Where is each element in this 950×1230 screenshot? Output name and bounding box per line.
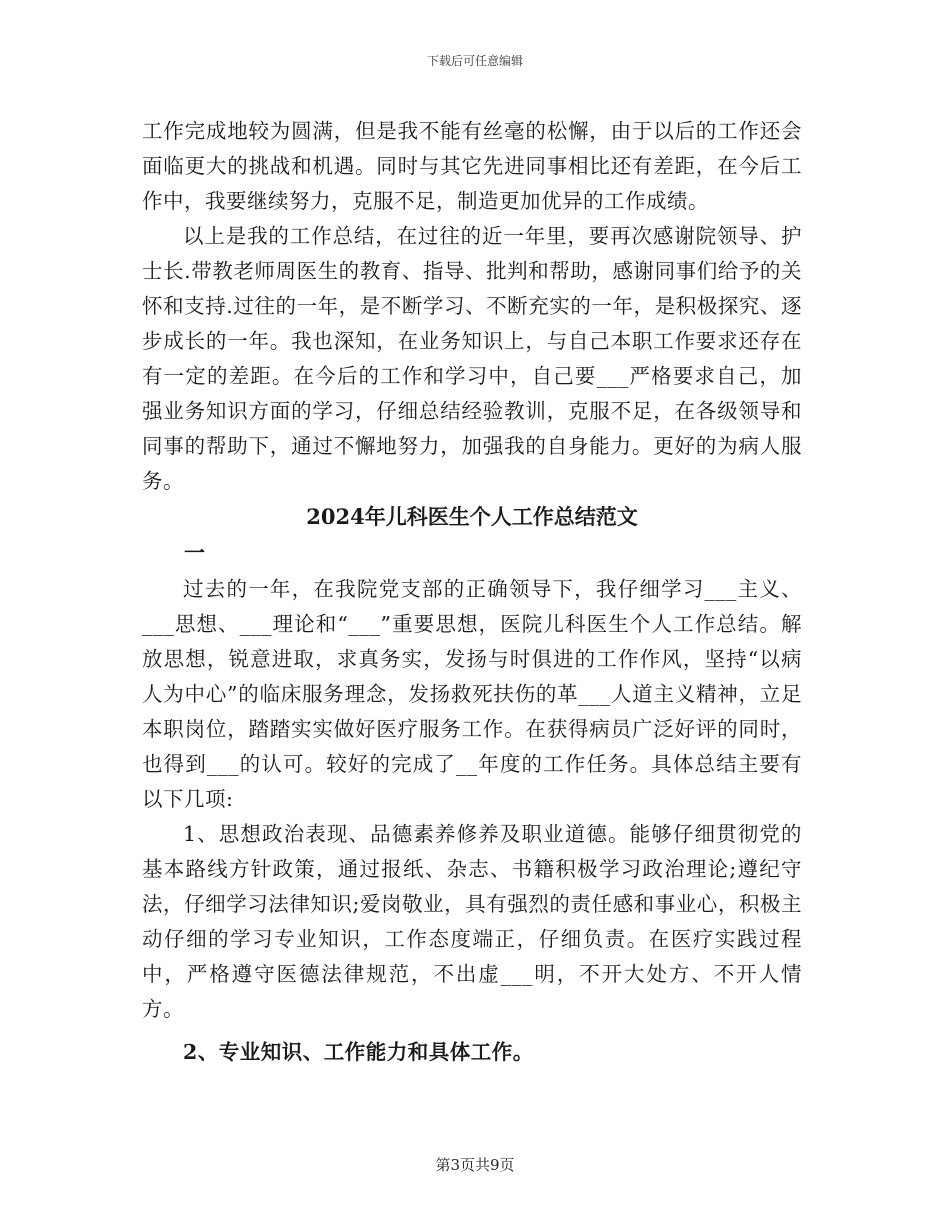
section-subhead: 一 [184,540,205,565]
paragraph-summary: 以上是我的工作总结，在过往的近一年里，要再次感谢院领导、护士长.带教老师周医生的教育、指导、批判和帮助，感谢同事们给予的关怀和支持.过往的一年，是不断学习、不断充实的一年，是积极探究、逐步成长的一年。我也深知，在业务知识上，与自己本职工作要求还存在有一定的差距。在今后的工作和学习中，自己要___严格要求自己，加强业务知识方面的学习，仔细总结经验教训，克服不足，在各级领导和同事的帮助下，通过不懈地努力，加强我的自身能力。更好的为病人服务。 [142,224,802,493]
section-title: 2024年儿科医生个人工作总结范文 [306,504,638,529]
document-body [142,114,802,1070]
paragraph-intro: 过去的一年，在我院党支部的正确领导下，我仔细学习___主义、___思想、___理论和“___”重要思想，医院儿科医生个人工作总结。解放思想，锐意进取，求真务实，发扬与时俱进的工作作风，坚持“以病人为中心”的临床服务理念，发扬救死扶伤的革___人道主义精神，立足本职岗位，踏踏实实做好医疗服务工作。在获得病员广泛好评的同时，也得到___的认可。较好的完成了__年度的工作任务。具体总结主要有以下几项: [142,577,802,811]
page-footer: 第3页共9页 [435,1156,515,1174]
paragraph-item-2-heading: 2、专业知识、工作能力和具体工作。 [183,1040,534,1064]
page-header: 下载后可任意编辑 [426,54,523,68]
paragraph-item-1: 1、思想政治表现、品德素养修养及职业道德。能够仔细贯彻党的基本路线方针政策，通过报纸、杂志、书籍积极学习政治理论;遵纪守法，仔细学习法律知识;爱岗敬业，具有强烈的责任感和事业心，积极主动仔细的学习专业知识，工作态度端正，仔细负责。在医疗实践过程中，严格遵守医德法律规范，不出虚___明，不开大处方、不开人情方。 [142,822,802,1021]
paragraph-continuation: 工作完成地较为圆满，但是我不能有丝毫的松懈，由于以后的工作还会面临更大的挑战和机遇。同时与其它先进同事相比还有差距，在今后工作中，我要继续努力，克服不足，制造更加优异的工作成绩。 [142,119,802,213]
